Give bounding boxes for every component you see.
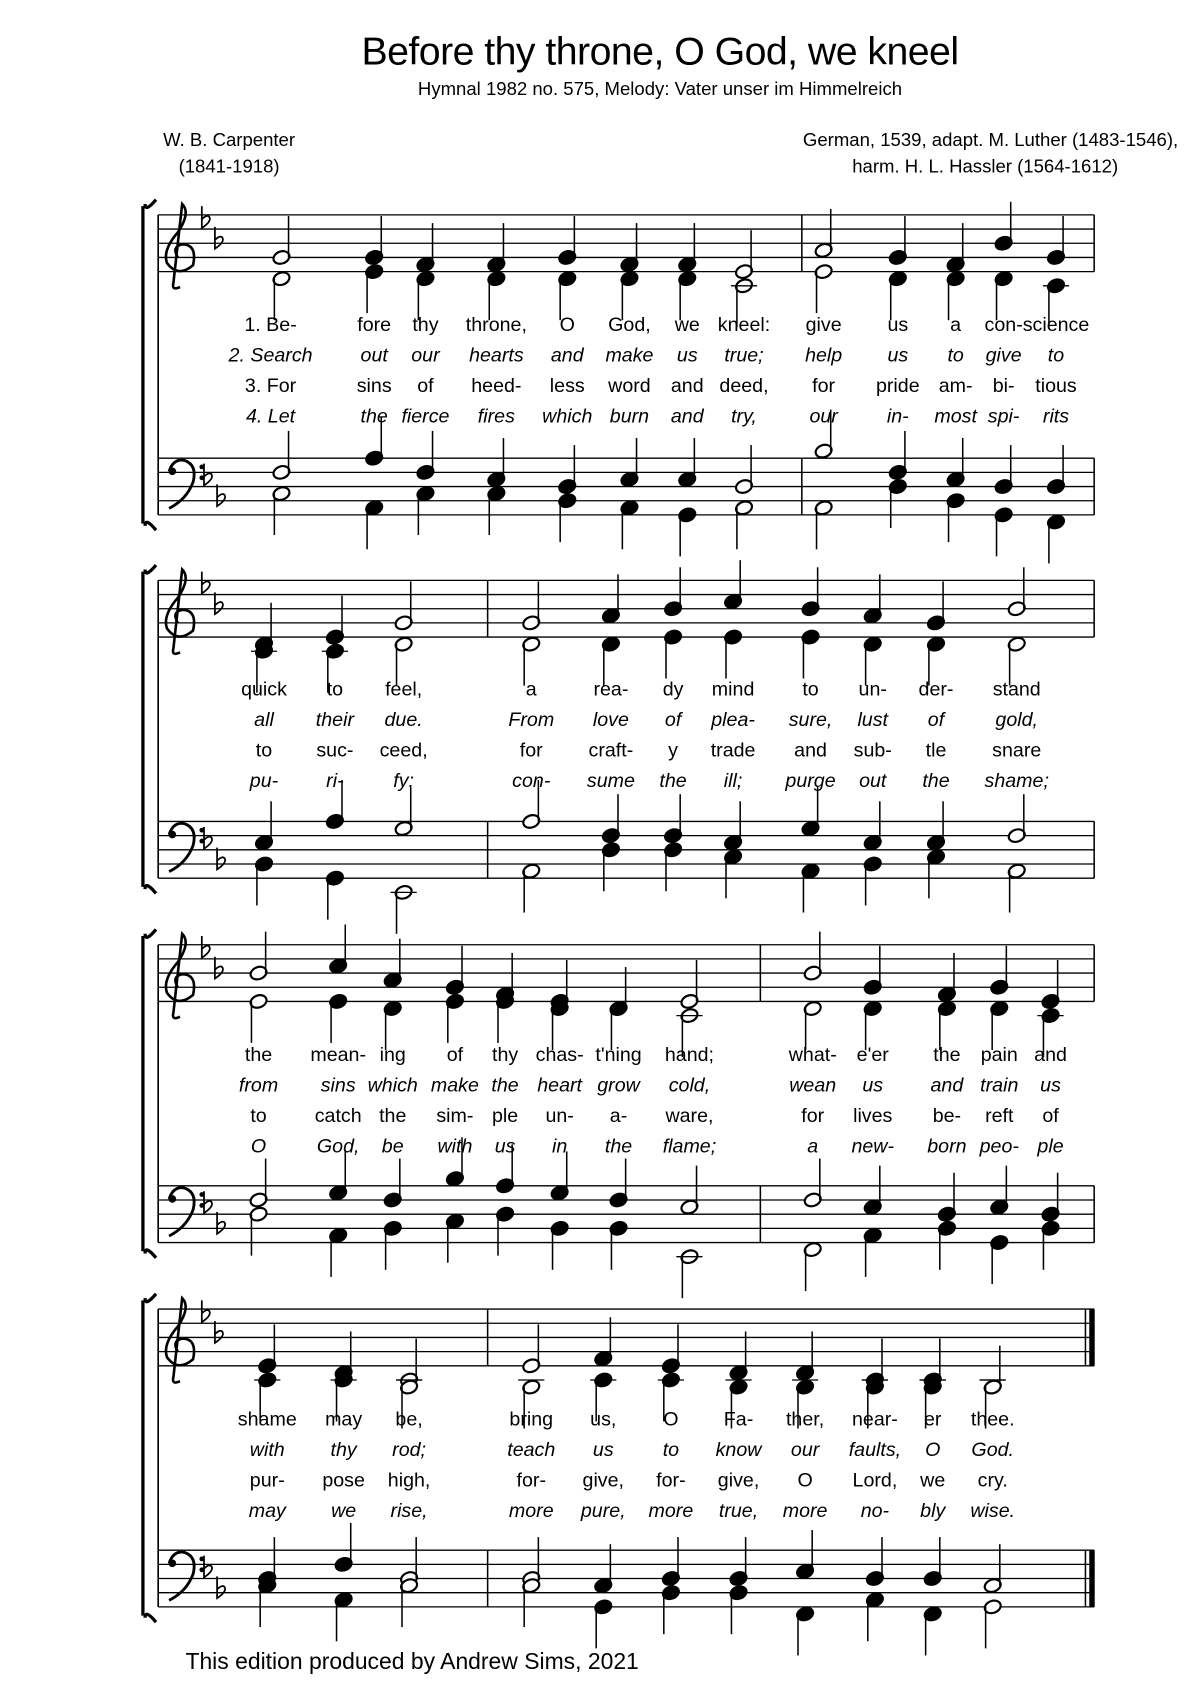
treble-clef-icon <box>166 1298 194 1382</box>
lyric-syllable: shame; <box>984 769 1049 792</box>
lyric-syllable: catch <box>314 1104 362 1127</box>
hymn-subtitle: Hymnal 1982 no. 575, Melody: Vater unser im Himmelreich <box>417 78 903 100</box>
lyric-syllable: gold, <box>995 708 1039 731</box>
lyric-syllable: feel, <box>385 677 423 700</box>
lyric-syllable: the <box>379 1104 407 1127</box>
bass-clef-icon <box>169 1559 177 1567</box>
lyric-syllable: to <box>662 1438 680 1461</box>
flat-icon <box>215 227 223 249</box>
lyric-syllable: trade <box>710 739 756 761</box>
bass-clef-icon <box>169 1195 177 1203</box>
lyric-syllable: faults, <box>848 1438 902 1461</box>
system-bracket <box>143 200 156 531</box>
lyric-syllable: purge <box>785 769 836 792</box>
lyric-syllable: us <box>887 313 909 336</box>
lyric-syllable: the <box>360 405 388 428</box>
lyric-syllable: hand; <box>664 1043 715 1066</box>
lyric-syllable: sub- <box>853 739 892 761</box>
lyric-syllable: and <box>670 405 704 428</box>
lyric-syllable: we <box>674 313 700 336</box>
lyric-syllable: am- <box>938 374 973 397</box>
lyric-syllable: of <box>664 708 682 731</box>
lyric-syllable: throne, <box>465 313 527 336</box>
lyric-syllable: quick <box>241 677 287 700</box>
lyric-syllable: Lord, <box>852 1468 898 1491</box>
lyric-syllable: dy <box>662 677 684 700</box>
lyric-syllable: snare <box>992 739 1042 761</box>
lyric-syllable: burn <box>609 405 650 428</box>
lyric-syllable: hearts <box>469 344 524 366</box>
lyric-syllable: more <box>648 1499 694 1522</box>
lyric-syllable: more <box>508 1499 554 1522</box>
lyric-syllable: us <box>592 1438 614 1461</box>
lyric-syllable: to <box>1047 344 1065 366</box>
lyric-syllable: kneel: <box>717 313 771 336</box>
lyric-syllable: from <box>238 1073 279 1096</box>
lyric-syllable: thy <box>412 313 439 336</box>
lyric-syllable: ing <box>379 1043 406 1066</box>
lyric-syllable: for- <box>656 1468 686 1491</box>
lyric-syllable: un- <box>858 677 887 700</box>
lyric-syllable: and <box>550 344 584 366</box>
lyric-syllable: give, <box>717 1468 760 1491</box>
lyric-syllable: we <box>331 1499 357 1522</box>
lyric-syllable: what- <box>788 1043 837 1066</box>
flat-icon <box>217 484 225 506</box>
treble-clef-icon <box>166 934 194 1018</box>
lyric-syllable: near- <box>851 1407 898 1430</box>
lyric-syllable: in <box>551 1135 568 1157</box>
lyric-syllable: and <box>794 739 827 761</box>
harmonization: harm. H. L. Hassler (1564-1612) <box>852 155 1119 177</box>
lyric-syllable: of <box>417 374 434 397</box>
lyric-syllable: pure, <box>580 1499 626 1522</box>
lyric-syllable: teach <box>507 1438 556 1461</box>
lyric-syllable: us <box>887 344 909 366</box>
lyric-syllable: true, <box>718 1499 759 1522</box>
flat-icon <box>202 1300 210 1322</box>
lyric-syllable: we <box>920 1468 946 1491</box>
lyric-syllable: try, <box>731 405 757 428</box>
lyric-syllable: cry. <box>977 1468 1008 1491</box>
lyric-syllable: a <box>807 1135 819 1157</box>
lyric-syllable: thy <box>491 1043 519 1066</box>
lyric-syllable: bly <box>920 1499 946 1522</box>
flat-icon <box>217 1212 225 1234</box>
lyric-syllable: us <box>1040 1073 1061 1096</box>
lyric-syllable: ceed, <box>379 739 428 761</box>
lyric-syllable: a- <box>609 1104 628 1127</box>
flat-icon <box>215 957 223 979</box>
lyric-syllable: From <box>508 708 555 731</box>
lyric-syllable: true; <box>724 344 764 366</box>
lyric-syllable: science <box>1022 313 1090 336</box>
lyric-syllable: make <box>430 1073 479 1096</box>
flat-icon <box>204 1191 212 1213</box>
lyric-syllable: wean <box>789 1073 837 1096</box>
lyric-syllable: for <box>519 739 543 761</box>
lyric-syllable: ri- <box>326 769 344 792</box>
lyric-syllable: less <box>549 374 585 397</box>
lyric-syllable: to <box>947 344 964 366</box>
lyric-syllable: and <box>670 374 704 397</box>
lyric-syllable: wise. <box>970 1499 1016 1522</box>
lyric-syllable: in- <box>886 405 909 428</box>
lyric-syllable: know <box>715 1438 762 1461</box>
lyric-syllable: ill; <box>723 769 743 792</box>
flat-icon <box>202 206 210 228</box>
flat-icon <box>204 464 212 486</box>
lyric-syllable: spi- <box>987 405 1020 428</box>
author-name: W. B. Carpenter <box>163 129 296 151</box>
lyric-syllable: all <box>254 708 274 731</box>
flat-icon <box>217 1576 225 1598</box>
lyric-syllable: with <box>249 1438 285 1461</box>
lyric-syllable: tious <box>1035 374 1077 397</box>
lyric-syllable: ware, <box>665 1104 714 1127</box>
lyric-syllable: make <box>605 344 654 366</box>
lyric-syllable: God, <box>608 313 651 336</box>
lyric-syllable: be- <box>932 1104 962 1127</box>
hymn-title: Before thy throne, O God, we kneel <box>361 28 959 74</box>
lyric-syllable: out <box>859 769 887 792</box>
lyric-syllable: our <box>790 1438 820 1461</box>
lyric-syllable: O <box>797 1468 813 1491</box>
lyric-syllable: new- <box>851 1135 895 1157</box>
lyric-syllable: may <box>248 1499 286 1522</box>
lyric-syllable: train <box>980 1073 1019 1096</box>
lyric-syllable: which <box>367 1073 418 1096</box>
lyric-syllable: reft <box>985 1104 1014 1127</box>
lyric-syllable: sins <box>356 374 392 397</box>
lyric-syllable: mind <box>711 677 755 700</box>
lyric-syllable: sure, <box>788 708 833 731</box>
lyric-syllable: our <box>411 344 440 366</box>
lyric-syllable: 4. Let <box>245 405 296 428</box>
lyric-syllable: con- <box>984 313 1023 336</box>
lyric-syllable: to <box>326 677 344 700</box>
lyric-syllable: for <box>812 374 836 397</box>
treble-clef-icon <box>166 569 194 653</box>
lyric-syllable: 2. Search <box>228 344 313 366</box>
lyric-syllable: bring <box>509 1407 554 1430</box>
lyric-syllable: O <box>559 313 575 336</box>
treble-clef-icon <box>166 204 194 288</box>
bass-clef-icon <box>169 831 177 839</box>
lyric-syllable: er <box>923 1407 942 1430</box>
lyric-syllable: a <box>525 677 537 700</box>
edition-footer: This edition produced by Andrew Sims, 2021 <box>185 1649 639 1675</box>
lyric-syllable: word <box>608 374 651 397</box>
lyric-syllable: ther, <box>785 1407 825 1430</box>
lyric-syllable: sume <box>586 769 635 792</box>
lyric-syllable: God, <box>316 1135 360 1157</box>
lyric-syllable: bi- <box>992 374 1015 397</box>
lyric-syllable: plea- <box>711 708 755 731</box>
lyric-syllable: rod; <box>392 1438 427 1461</box>
lyric-syllable: lust <box>857 708 889 731</box>
lyric-syllable: to <box>802 677 819 700</box>
lyric-syllable: suc- <box>316 739 354 761</box>
lyric-syllable: give <box>985 344 1022 366</box>
lyric-syllable: ple <box>491 1104 519 1127</box>
lyric-syllable: to <box>255 739 273 761</box>
lyric-syllable: pose <box>322 1468 365 1491</box>
lyric-syllable: sins <box>320 1073 356 1096</box>
lyric-syllable: the <box>244 1043 273 1066</box>
lyric-syllable: the <box>491 1073 519 1096</box>
lyric-syllable: fires <box>477 405 515 428</box>
lyric-syllable: cold, <box>668 1073 711 1096</box>
lyric-syllable: t'ning <box>595 1043 642 1066</box>
lyric-syllable: chas- <box>535 1043 584 1066</box>
lyric-syllable: give, <box>582 1468 625 1491</box>
music-source: German, 1539, adapt. M. Luther (1483-1546), <box>802 129 1179 151</box>
lyric-syllable: un- <box>545 1104 574 1127</box>
flat-icon <box>204 827 212 849</box>
lyric-syllable: heart <box>537 1073 583 1096</box>
flat-icon <box>204 1556 212 1578</box>
lyric-syllable: us <box>862 1073 884 1096</box>
lyric-syllable: be <box>381 1135 404 1157</box>
lyric-syllable: for- <box>516 1468 546 1491</box>
lyric-syllable: God. <box>971 1438 1015 1461</box>
lyric-syllable: the <box>604 1135 633 1157</box>
lyric-syllable: give <box>805 313 842 336</box>
system-bracket <box>143 929 156 1257</box>
lyric-syllable: flame; <box>662 1135 717 1157</box>
author-dates: (1841-1918) <box>178 155 280 177</box>
lyric-syllable: fore <box>357 313 392 336</box>
lyric-syllable: and <box>1034 1043 1067 1066</box>
lyric-syllable: der- <box>918 677 954 700</box>
lyric-syllable: us, <box>590 1407 617 1430</box>
bass-clef-icon <box>169 467 177 475</box>
lyric-syllable: 1. Be- <box>244 313 297 336</box>
lyric-syllable: which <box>542 405 593 428</box>
lyric-syllable: of <box>1042 1104 1059 1127</box>
lyric-syllable: most <box>934 405 977 428</box>
flat-icon <box>217 848 225 870</box>
lyric-syllable: con- <box>512 769 551 792</box>
lyric-syllable: out <box>360 344 388 366</box>
lyric-syllable: us <box>676 344 698 366</box>
lyric-syllable: pain <box>980 1043 1018 1066</box>
lyric-syllable: peo- <box>979 1135 1019 1157</box>
lyric-syllable: grow <box>597 1073 640 1096</box>
lyric-syllable: a <box>950 313 962 336</box>
flat-icon <box>215 1321 223 1343</box>
lyric-syllable: and <box>930 1073 964 1096</box>
lyric-syllable: e'er <box>856 1043 889 1066</box>
lyric-syllable: for <box>801 1104 825 1127</box>
lyric-syllable: mean- <box>310 1043 367 1066</box>
lyric-syllable: rits <box>1042 405 1070 428</box>
lyric-syllable: us <box>494 1135 516 1157</box>
lyric-syllable: to <box>250 1104 267 1127</box>
lyric-syllable: fy: <box>393 769 415 792</box>
lyric-syllable: help <box>805 344 843 366</box>
lyric-syllable: O <box>663 1407 679 1430</box>
lyric-syllable: high, <box>387 1468 431 1491</box>
lyric-syllable: of <box>446 1043 464 1066</box>
lyric-syllable: tle <box>925 739 947 761</box>
lyric-syllable: fierce <box>401 405 450 428</box>
lyric-syllable: be, <box>395 1407 423 1430</box>
lyric-syllable: craft- <box>588 739 634 761</box>
lyric-syllable: deed, <box>719 374 769 397</box>
lyric-syllable: thee. <box>970 1407 1015 1430</box>
lyric-syllable: 3. For <box>244 374 297 397</box>
lyric-syllable: O <box>250 1135 267 1157</box>
lyric-syllable: rea- <box>593 677 629 700</box>
system-bracket <box>143 1294 156 1622</box>
lyric-syllable: pur- <box>249 1468 285 1491</box>
lyric-syllable: thy <box>330 1438 357 1461</box>
lyric-syllable: heed- <box>471 374 522 397</box>
lyric-syllable: ple <box>1037 1135 1064 1157</box>
flat-icon <box>215 592 223 614</box>
lyric-syllable: Fa- <box>723 1407 754 1430</box>
lyric-syllable: our <box>809 405 838 428</box>
lyric-syllable: y <box>668 739 678 761</box>
flat-icon <box>202 572 210 594</box>
lyric-syllable: pu- <box>249 769 279 792</box>
lyric-syllable: O <box>925 1438 941 1461</box>
lyric-syllable: love <box>592 708 629 731</box>
lyric-syllable: may <box>325 1407 363 1430</box>
lyric-syllable: no- <box>860 1499 890 1522</box>
lyric-syllable: more <box>782 1499 828 1522</box>
lyric-syllable: the <box>922 769 950 792</box>
lyric-syllable: sim- <box>436 1104 474 1127</box>
system-bracket <box>143 565 156 893</box>
lyric-syllable: with <box>437 1135 473 1157</box>
lyric-syllable: the <box>933 1043 961 1066</box>
lyric-syllable: rise, <box>390 1499 428 1522</box>
lyric-syllable: due. <box>384 708 423 731</box>
lyric-syllable: lives <box>853 1104 893 1127</box>
lyric-syllable: born <box>927 1135 967 1157</box>
lyric-syllable: their <box>315 708 355 731</box>
lyric-syllable: shame <box>237 1407 297 1430</box>
flat-icon <box>202 936 210 958</box>
lyric-syllable: stand <box>992 677 1041 700</box>
lyric-syllable: of <box>927 708 945 731</box>
lyric-syllable: the <box>659 769 687 792</box>
lyric-syllable: pride <box>875 374 920 397</box>
